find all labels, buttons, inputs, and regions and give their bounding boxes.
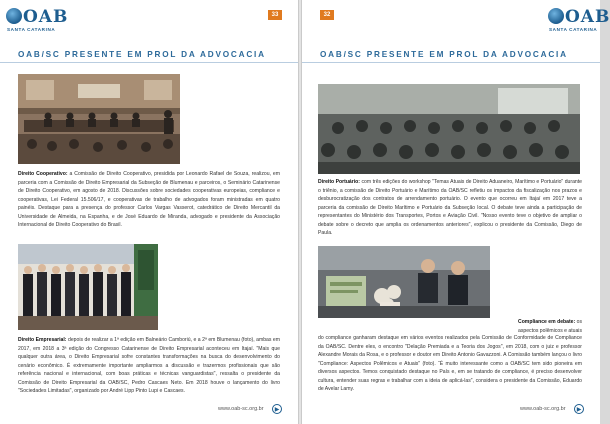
lead-direito-portuario: Direito Portuário:: [318, 179, 360, 185]
page-number: 32: [320, 10, 334, 20]
text-direito-cooperativo: a Comissão de Direito Cooperativo, presidida por Leonardo Rafael de Souza, realizou, em parceria com a Comissão de Direito Empresarial da Subseção de Blumenau e parceiros, o Seminário Catarinense de Direito Cooperativo, em agosto de 2018. Discussões sobre sociedades cooperativas europeias, compliance e cooperativas, Lei Federal 15.506/17, e cooperativas de trabalho de advogados foram ministradas em quatro painéis. Destaque para a presença do professor Carlos Vargas Vasserot, catedrático de Direito Mercantil da Universidade de Almeida, na Espanha, e de José Eduardo de Miranda, advogado e presidente da Associação Internacional de Direito Cooperativo do Brasil.: [18, 171, 280, 228]
section-banner: [0, 48, 298, 61]
next-arrow-icon[interactable]: ▶: [574, 404, 584, 414]
lead-direito-empresarial: Direito Empresarial:: [18, 337, 67, 343]
left-page: [0, 0, 298, 424]
paragraph-direito-cooperativo: [18, 170, 280, 230]
footer-website-link[interactable]: www.oab-sc.org.br: [218, 406, 264, 412]
photo-workshop-portuario: [318, 84, 580, 174]
page-footer: [302, 404, 600, 416]
oab-globe-icon: [548, 8, 564, 24]
logo-mark: OAB: [565, 7, 610, 27]
photo-congresso-empresarial: [18, 244, 158, 330]
lead-direito-cooperativo: Direito Cooperativo:: [18, 171, 68, 177]
photo-compliance-book: [318, 246, 490, 318]
banner-title: OAB/SC PRESENTE EM PROL DA ADVOCACIA: [320, 50, 568, 59]
section-banner: [302, 48, 600, 61]
banner-divider: [0, 62, 298, 63]
text-compliance: do compliance ganharam destaque em vários eventos realizados pela Comissão de Conformidade de Compliance da OAB/SC. Dentre eles, o encontro "Delação Premiada e a Teoria dos Jogos", em 2018, com o juiz e professor Alexandre Morais da Rosa, e o professor e doutor em Direito Antonio Gavazzoni. A Comissão também lançou o livro "Compliance: Aspectos Polêmicos e Atuais" (foto). “É muito interessante como a OAB/SC tem sido pioneira em diversos aspectos. Temos conquistado destaque no País e, em se tratando de compliance, é preciso desenvolver cultura, entender suas regras e trabalhar com a ideia de aplicá-las”, considera o presidente da Comissão, Eduardo de Avelar Lamy.: [318, 335, 582, 392]
banner-title: OAB/SC PRESENTE EM PROL DA ADVOCACIA: [18, 50, 266, 59]
text-direito-portuario: com três edições do workshop "Temas Atuais de Direito Aduaneiro, Marítimo e Portuário" durante o triênio, a comissão de Direito Portuário e Marítimo da OAB/SC refletiu os impactos da fiscalização nos prazos e desburocratização dos contratos de arrendamento portuário. O evento que ocorreu em Itajaí em 2017 teve a parceria da comissão de Direito Marítimo e Portuário da Subseção local. O debate teve ainda a participação de representantes do Ministério dos Transportes, Portos e Aviação Civil. "Nosso evento teve o objetivo de ampliar o debate sobre o decreto que amplia os ordenamentos anteriores", explicou o presidente da Comissão, Diego de Paula.: [318, 179, 582, 236]
banner-divider: [302, 62, 600, 63]
paragraph-compliance: [318, 334, 582, 394]
right-page: [302, 0, 610, 424]
logo-subtitle: SANTA CATARINA: [549, 27, 598, 32]
lead-compliance: Compliance em debate:: [518, 319, 576, 325]
paragraph-direito-portuario: [318, 178, 582, 238]
page-footer: [0, 404, 298, 416]
oab-globe-icon: [6, 8, 22, 24]
text-compliance-side: os aspectos polêmicos e atuais: [518, 319, 582, 334]
oab-logo: [6, 7, 69, 35]
footer-website-link[interactable]: www.oab-sc.org.br: [520, 406, 566, 412]
photo-seminar: [18, 74, 180, 164]
page-number: 33: [268, 10, 282, 20]
paragraph-compliance-intro: [502, 318, 582, 335]
oab-logo: [548, 7, 610, 35]
text-direito-empresarial: depois de realizar a 1ª edição em Balneário Camboriú, e a 2ª em Blumenau (foto), ambas em 2017, em 2018 a 3ª edição do Congresso Catarinense de Direito Empresarial aconteceu em Itajaí. "Mais que qualquer outra área, o Direito Empresarial sofre constantes transformações na busca do desenvolvimento do cenário econômico. É extremamente importante ampliarmos a discussão e trazermos profissionais que são referência nacional e internacional, com boas práticas e técnicas vanguardistas", ressalta o presidente da Comissão de Direito Empresarial da OAB/SC, Pedro Cascaes Neto. Em 2018 houve o lançamento do livro "Sociedades Limitadas", organizado por André Lipp Pinto Lupi e Cascaes.: [18, 337, 280, 394]
logo-mark: OAB: [23, 7, 69, 27]
paragraph-direito-empresarial: [18, 336, 280, 396]
next-arrow-icon[interactable]: ▶: [272, 404, 282, 414]
logo-subtitle: SANTA CATARINA: [7, 27, 56, 32]
